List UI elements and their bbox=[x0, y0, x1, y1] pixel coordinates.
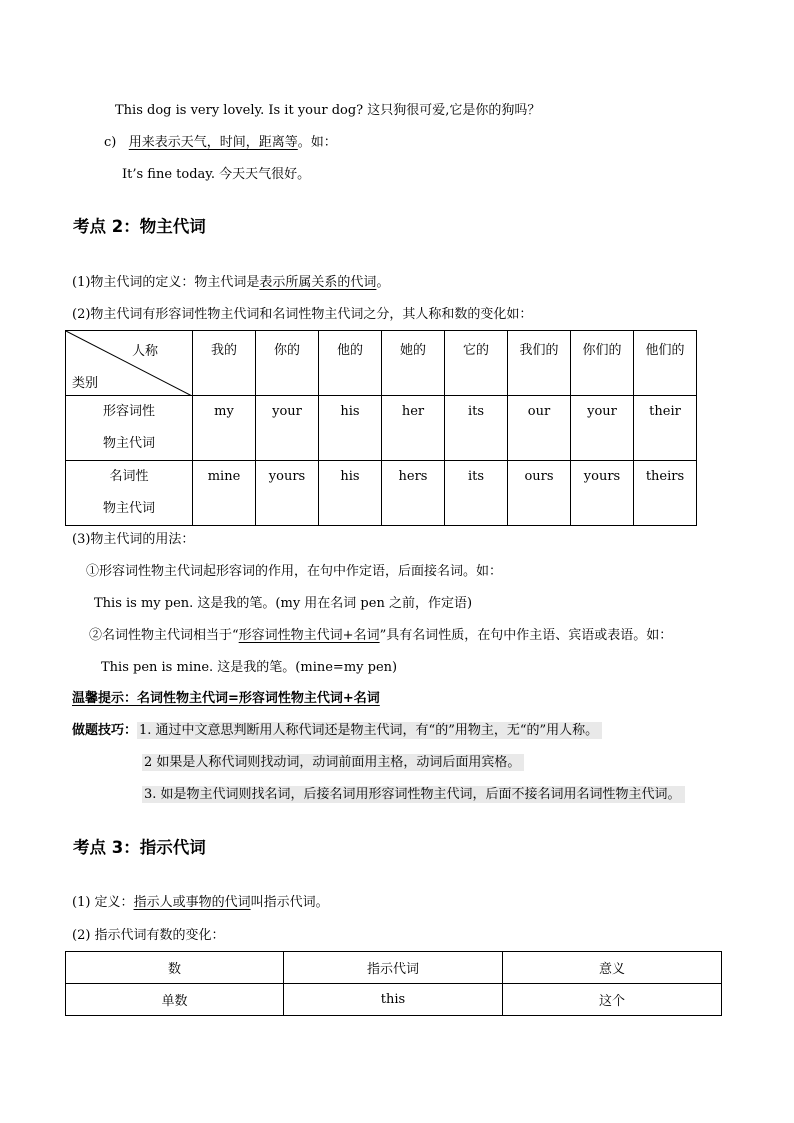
definition-underlined: 指示人或事物的代词 bbox=[133, 895, 251, 910]
table-cell: mine bbox=[193, 461, 256, 526]
table-corner-cell bbox=[66, 331, 193, 396]
definition-suffix: 。 bbox=[376, 275, 390, 290]
table-cell: her bbox=[382, 396, 445, 461]
demonstrative-intro: (2) 指示代词有数的变化： bbox=[72, 928, 225, 943]
row-label-line: 物主代词 bbox=[102, 501, 155, 516]
table-cell: his bbox=[319, 461, 382, 526]
table-header-row bbox=[66, 952, 722, 984]
row-label bbox=[66, 396, 193, 461]
row-label bbox=[66, 461, 193, 526]
table-cell: their bbox=[634, 396, 697, 461]
example-my-pen: This is my pen. 这是我的笔。(my 用在名词 pen 之前，作定语) bbox=[94, 596, 473, 611]
table-cell: your bbox=[571, 396, 634, 461]
table-header: 我的 bbox=[193, 331, 256, 396]
table-cell: its bbox=[445, 396, 508, 461]
table-cell: ours bbox=[508, 461, 571, 526]
table-header: 指示代词 bbox=[284, 952, 503, 984]
technique-label: 做题技巧： bbox=[72, 723, 138, 738]
item-marker: c) bbox=[104, 135, 117, 150]
table-cell: your bbox=[256, 396, 319, 461]
underlined-text: 用来表示天气，时间，距离等 bbox=[128, 135, 298, 150]
row-label-line: 物主代词 bbox=[102, 436, 155, 451]
section-title-possessive: 考点 2：物主代词 bbox=[73, 217, 206, 236]
corner-label-category: 类别 bbox=[72, 376, 99, 391]
table-cell: 单数 bbox=[66, 984, 284, 1016]
table-header-row bbox=[66, 331, 697, 396]
table-header: 他的 bbox=[319, 331, 382, 396]
usage-item-1 bbox=[86, 563, 502, 581]
table-cell: my bbox=[193, 396, 256, 461]
table-cell: hers bbox=[382, 461, 445, 526]
table-header: 我们的 bbox=[508, 331, 571, 396]
definition-prefix: (1) 定义： bbox=[72, 895, 134, 910]
table-header: 你的 bbox=[256, 331, 319, 396]
technique-text: 2 如果是人称代词则找动词，动词前面用主格，动词后面用宾格。 bbox=[142, 754, 524, 771]
table-header: 数 bbox=[66, 952, 284, 984]
possessive-definition bbox=[72, 274, 389, 292]
possessive-table bbox=[65, 330, 697, 526]
usage-suffix: ”具有名词性质，在句中作主语、宾语或表语。如： bbox=[379, 628, 673, 643]
table-cell: this bbox=[284, 984, 503, 1016]
table-cell: theirs bbox=[634, 461, 697, 526]
section-title-demonstrative: 考点 3：指示代词 bbox=[73, 838, 206, 857]
table-row bbox=[66, 984, 722, 1016]
demonstrative-definition bbox=[72, 894, 329, 912]
usage-underlined: 形容词性物主代词+名词 bbox=[238, 628, 380, 643]
example-mine: This pen is mine. 这是我的笔。(mine=my pen) bbox=[101, 660, 398, 675]
usage-title: (3)物主代词的用法： bbox=[72, 532, 195, 547]
technique-1 bbox=[72, 722, 602, 740]
corner-label-person: 人称 bbox=[131, 344, 158, 359]
usage-number: ② bbox=[89, 628, 103, 643]
definition-underlined: 表示所属关系的代词 bbox=[259, 275, 377, 290]
table-header: 意义 bbox=[503, 952, 722, 984]
usage-text: 形容词性物主代词起形容词的作用，在句中作定语，后面接名词。如： bbox=[99, 564, 503, 579]
item-c-rest: 。如： bbox=[297, 135, 337, 150]
table-cell: 这个 bbox=[503, 984, 722, 1016]
example-sentence-weather: It’s fine today. 今天天气很好。 bbox=[122, 167, 311, 182]
table-cell: his bbox=[319, 396, 382, 461]
table-cell: yours bbox=[571, 461, 634, 526]
table-header: 她的 bbox=[382, 331, 445, 396]
row-label-line: 名词性 bbox=[109, 469, 149, 484]
technique-3 bbox=[142, 786, 685, 804]
example-sentence-dog: This dog is very lovely. Is it your dog? 这只狗很可爱,它是你的狗吗？ bbox=[115, 103, 541, 118]
table-header: 它的 bbox=[445, 331, 508, 396]
table-cell: its bbox=[445, 461, 508, 526]
technique-2 bbox=[142, 754, 524, 772]
demonstrative-table bbox=[65, 951, 722, 1016]
usage-prefix: 名词性物主代词相当于“ bbox=[102, 628, 239, 643]
usage-number: ① bbox=[86, 564, 100, 579]
table-row bbox=[66, 461, 697, 526]
table-cell: our bbox=[508, 396, 571, 461]
technique-text: 1. 通过中文意思判断用人称代词还是物主代词，有“的”用物主，无“的”用人称。 bbox=[137, 722, 602, 739]
table-header: 他们的 bbox=[634, 331, 697, 396]
table-header: 你们的 bbox=[571, 331, 634, 396]
usage-item-c bbox=[104, 134, 337, 152]
tip-note: 温馨提示：名词性物主代词=形容词性物主代词+名词 bbox=[72, 691, 380, 706]
technique-text: 3. 如是物主代词则找名词，后接名词用形容词性物主代词，后面不接名词用名词性物主代词。 bbox=[142, 786, 685, 803]
definition-suffix: 叫指示代词。 bbox=[250, 895, 329, 910]
usage-item-2 bbox=[89, 627, 672, 645]
possessive-intro: (2)物主代词有形容词性物主代词和名词性物主代词之分，其人称和数的变化如： bbox=[72, 307, 533, 322]
table-cell: yours bbox=[256, 461, 319, 526]
table-row bbox=[66, 396, 697, 461]
definition-prefix: (1)物主代词的定义：物主代词是 bbox=[72, 275, 260, 290]
row-label-line: 形容词性 bbox=[102, 404, 155, 419]
